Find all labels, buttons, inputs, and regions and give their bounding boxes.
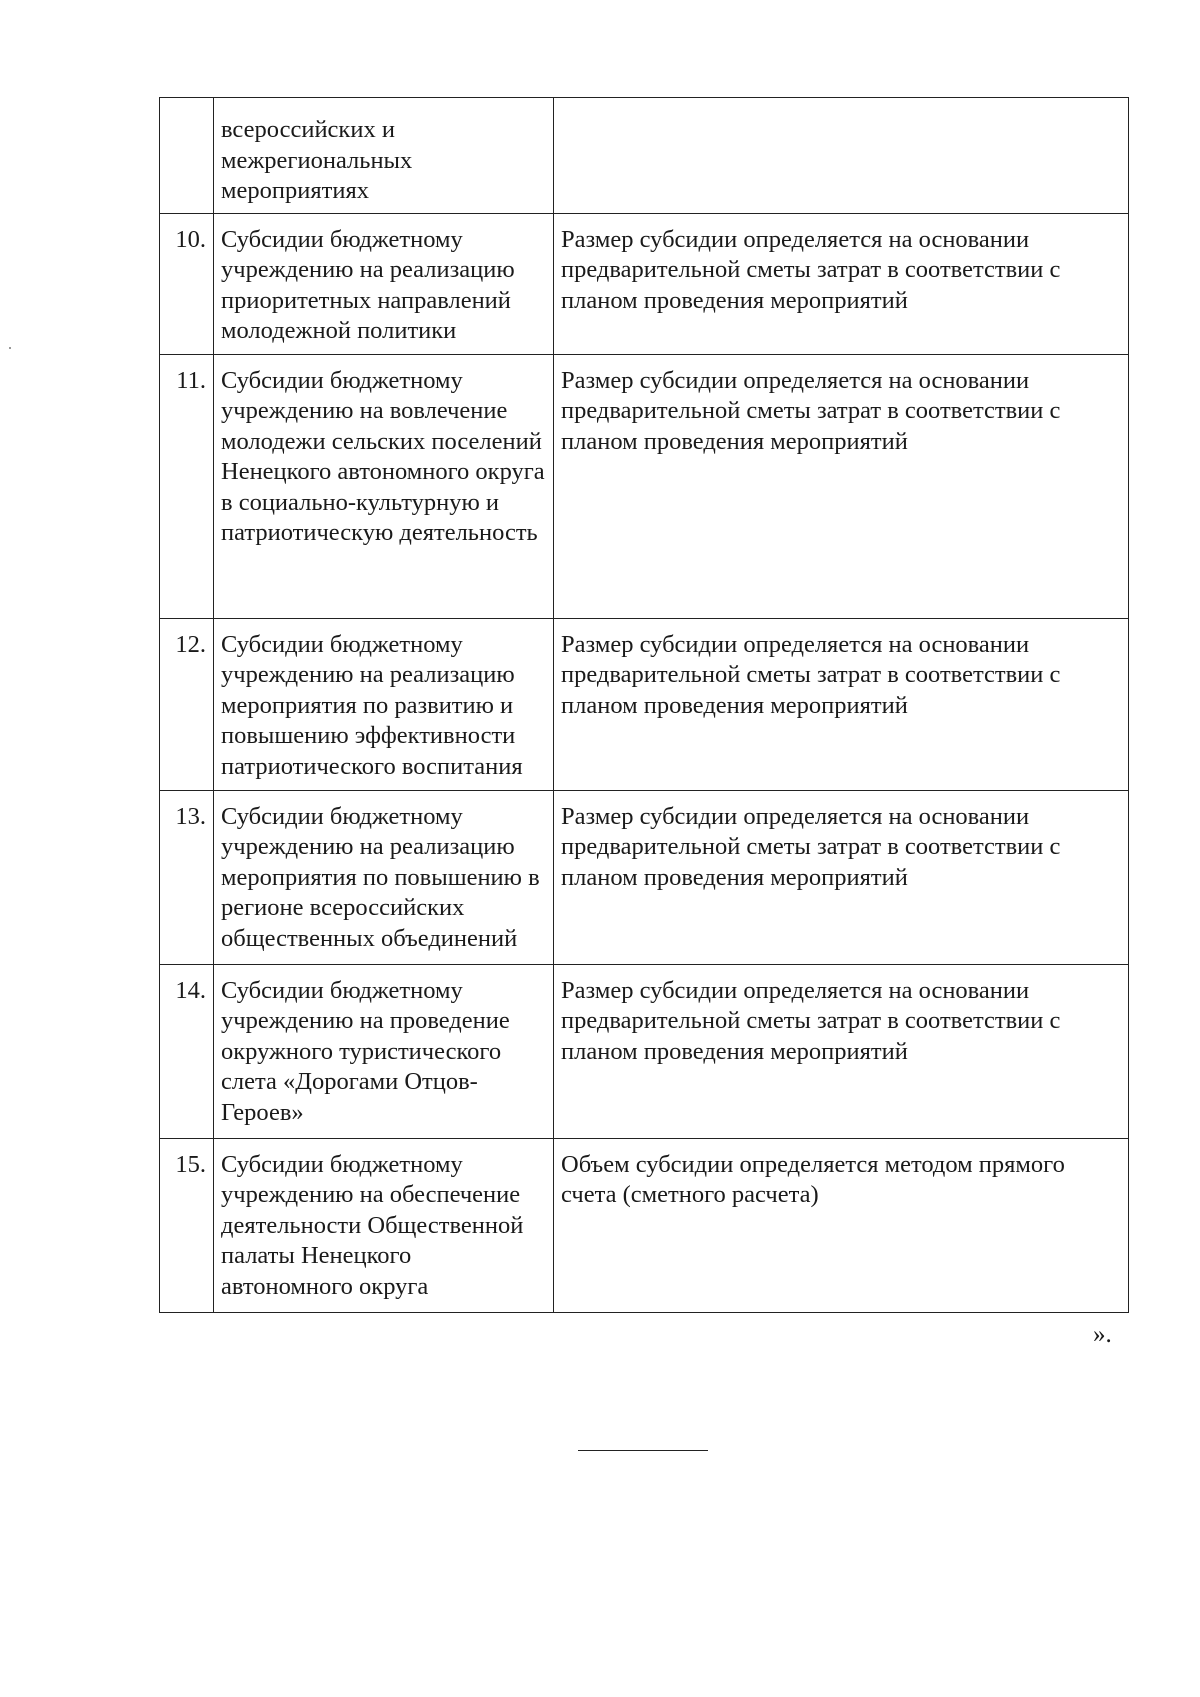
row-number: 14.: [160, 964, 214, 1138]
row-method: Объем субсидии определяется методом прямого счета (сметного расчета): [554, 1138, 1129, 1312]
row-description: Субсидии бюджетному учреждению на проведение окружного туристического слета «Дорогами Отцов-Героев»: [214, 964, 554, 1138]
row-number: 13.: [160, 790, 214, 964]
row-description: Субсидии бюджетному учреждению на реализацию мероприятия по развитию и повышению эффективности патриотического воспитания: [214, 618, 554, 790]
row-description: всероссийских и межрегиональных мероприятиях: [214, 98, 554, 214]
row-description: Субсидии бюджетному учреждению на реализацию мероприятия по повышению в регионе всероссийских общественных объединений: [214, 790, 554, 964]
table-row: [160, 790, 1129, 964]
row-number: 12.: [160, 618, 214, 790]
closing-quote: ».: [1093, 1321, 1112, 1348]
row-number: 10.: [160, 213, 214, 354]
row-description: Субсидии бюджетному учреждению на реализацию приоритетных направлений молодежной политики: [214, 213, 554, 354]
row-description: Субсидии бюджетному учреждению на вовлечение молодежи сельских поселений Ненецкого автономного округа в социально-культурную и патриотическую деятельность: [214, 354, 554, 618]
table-row: [160, 618, 1129, 790]
table-row: [160, 354, 1129, 618]
row-method: [554, 98, 1129, 214]
row-number: [160, 98, 214, 214]
subsidies-table: [159, 97, 1129, 1313]
row-method: Размер субсидии определяется на основании предварительной сметы затрат в соответствии с планом проведения мероприятий: [554, 618, 1129, 790]
scan-artifact: [9, 347, 11, 349]
row-method: Размер субсидии определяется на основании предварительной сметы затрат в соответствии с планом проведения мероприятий: [554, 213, 1129, 354]
row-number: 15.: [160, 1138, 214, 1312]
table-row: [160, 98, 1129, 214]
end-of-document-rule: [578, 1450, 708, 1451]
table-row: [160, 1138, 1129, 1312]
row-method: Размер субсидии определяется на основании предварительной сметы затрат в соответствии с планом проведения мероприятий: [554, 964, 1129, 1138]
table-row: [160, 964, 1129, 1138]
row-method: Размер субсидии определяется на основании предварительной сметы затрат в соответствии с планом проведения мероприятий: [554, 354, 1129, 618]
row-description: Субсидии бюджетному учреждению на обеспечение деятельности Общественной палаты Ненецкого автономного округа: [214, 1138, 554, 1312]
row-method: Размер субсидии определяется на основании предварительной сметы затрат в соответствии с планом проведения мероприятий: [554, 790, 1129, 964]
row-number: 11.: [160, 354, 214, 618]
table-row: [160, 213, 1129, 354]
